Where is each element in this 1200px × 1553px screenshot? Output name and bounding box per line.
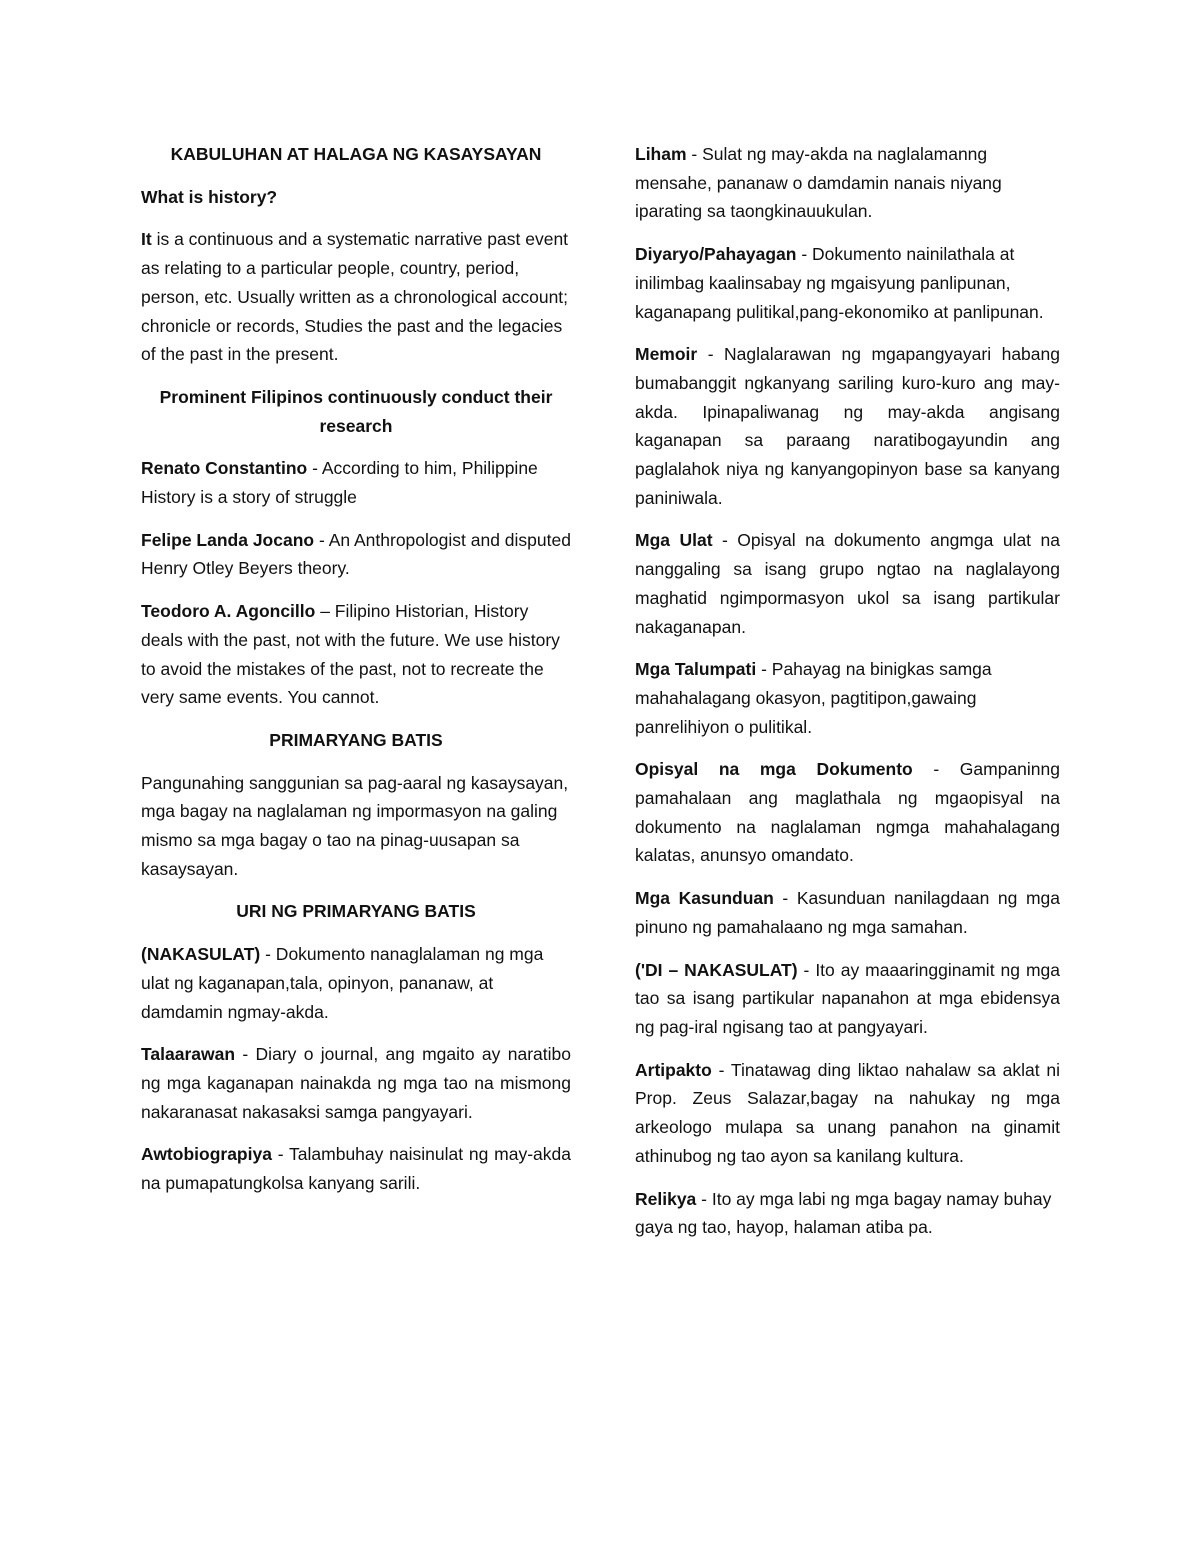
prominent-heading: Prominent Filipinos continuously conduct their research bbox=[159, 386, 553, 436]
term-entry bbox=[635, 755, 1060, 870]
term-label: Mga Talumpati bbox=[635, 659, 757, 680]
person-entry bbox=[141, 526, 571, 583]
term-entry bbox=[635, 240, 1060, 326]
term-entry bbox=[635, 1185, 1060, 1242]
term-desc: - Opisyal na dokumento angmga ulat na nanggaling sa isang grupo ngtao na naglalayong maghatid ngimpormasyon ukol sa isang partikular nakaganapan. bbox=[635, 530, 1060, 637]
primary-heading: PRIMARYANG BATIS bbox=[269, 729, 443, 750]
history-lead: It bbox=[141, 229, 152, 250]
person-desc: - According to him, Philippine History is a story of struggle bbox=[141, 458, 538, 508]
history-text: is a continuous and a systematic narrative past event as relating to a particular people, country, period, person, etc. Usually written as a chronological account; chronicle or records, Studies the past and the legacies of the past in the present. bbox=[141, 229, 569, 365]
term-label: Awtobiograpiya bbox=[141, 1144, 272, 1165]
term-label: Liham bbox=[635, 144, 687, 164]
term-desc: - Ito ay mga labi ng mga bagay namay buhay gaya ng tao, hayop, halaman atiba pa. bbox=[635, 1188, 1052, 1238]
term-desc: - Dokumento nanaglalaman ng mga ulat ng kaganapan,tala, opinyon, pananaw, at damdamin ngmay-akda. bbox=[141, 944, 544, 1022]
term-desc: - Tinatawag ding liktao nahalaw sa aklat ni Prop. Zeus Salazar,bagay na nahukay ng mga arkeologo mulapa sa unang panahon na ginamit athinubog ng tao ayon sa kanilang kultura. bbox=[635, 1059, 1060, 1166]
person-desc: - An Anthropologist and disputed Henry Otley Beyers theory. bbox=[141, 529, 571, 579]
term-desc: - Diary o journal, ang mgaito ay naratibo ng mga kaganapan nainakda ng mga tao na mismong nakaranasat nakasaksi samga pangyayari. bbox=[141, 1044, 571, 1122]
person-entry bbox=[141, 597, 571, 712]
term-desc: - Sulat ng may-akda na naglalamanng mensahe, pananaw o damdamin nanais niyang iparating sa taongkinauukulan. bbox=[635, 144, 1002, 222]
term-desc: - Talambuhay naisinulat ng may-akda na pumapatungkolsa kanyang sarili. bbox=[141, 1144, 571, 1194]
left-column bbox=[141, 140, 571, 1212]
term-label: Mga Ulat bbox=[635, 530, 713, 551]
term-entry bbox=[635, 526, 1060, 641]
term-desc: - Kasunduan nanilagdaan ng mga pinuno ng pamahalaano ng mga samahan. bbox=[635, 888, 1060, 937]
types-heading: URI NG PRIMARYANG BATIS bbox=[236, 901, 476, 922]
person-name: Teodoro A. Agoncillo bbox=[141, 601, 316, 622]
right-column bbox=[635, 140, 1060, 1256]
person-desc: – Filipino Historian, History deals with the past, not with the future. We use history to avoid the mistakes of the past, not to recreate the very same events. You cannot. bbox=[141, 601, 560, 708]
term-entry bbox=[635, 655, 1060, 741]
term-label: Artipakto bbox=[635, 1059, 712, 1080]
term-desc: - Gampaninng pamahalaan ang maglathala ng mgaopisyal na dokumento na naglalaman ngmga mahahalagang kalatas, anunsyo omandato. bbox=[635, 759, 1060, 866]
term-label: Opisyal na mga Dokumento bbox=[635, 759, 913, 780]
term-entry bbox=[635, 140, 1060, 226]
term-desc: - Naglalarawan ng mgapangyayari habang bumabanggit ngkanyang sariling kuro-kuro ang may-akda. Ipinapaliwanag ng may-akda angisang kaganapan sa paraang naratibogayundin ang paglalahok niya ng kanyangopinyon base sa kanyang paniniwala. bbox=[635, 344, 1060, 508]
person-entry bbox=[141, 454, 571, 511]
term-label: Relikya bbox=[635, 1188, 697, 1209]
term-entry bbox=[635, 1056, 1060, 1171]
term-entry bbox=[141, 940, 571, 1026]
document-title: KABULUHAN AT HALAGA NG KASAYSAYAN bbox=[170, 144, 542, 164]
term-label: Diyaryo/Pahayagan bbox=[635, 244, 797, 265]
primary-text: Pangunahing sanggunian sa pag-aaral ng kasaysayan, mga bagay na naglalaman ng impormasyon na galing mismo sa mga bagay o tao na pinag-uusapan sa kasaysayan. bbox=[141, 772, 569, 879]
term-entry bbox=[635, 884, 1060, 941]
history-question: What is history? bbox=[141, 186, 278, 207]
term-label: Talaarawan bbox=[141, 1044, 236, 1065]
term-entry bbox=[635, 340, 1060, 512]
term-desc: - Pahayag na binigkas samga mahahalagang okasyon, pagtitipon,gawaing panrelihiyon o pulitikal. bbox=[635, 659, 992, 737]
term-desc: - Dokumento nainilathala at inilimbag kaalinsabay ng mgaisyung panlipunan, kaganapang pulitikal,pang-ekonomiko at panlipunan. bbox=[635, 244, 1044, 322]
person-name: Felipe Landa Jocano bbox=[141, 529, 315, 550]
history-definition bbox=[141, 225, 571, 369]
term-entry bbox=[141, 1140, 571, 1197]
term-label: Memoir bbox=[635, 344, 698, 365]
term-label: Mga Kasunduan bbox=[635, 888, 774, 909]
term-entry bbox=[635, 956, 1060, 1042]
term-label: ('DI – NAKASULAT) bbox=[635, 959, 798, 980]
term-desc: - Ito ay maaaringginamit ng mga tao sa isang partikular napanahon at mga ebidensya ng pag-iral ngisang tao at pangyayari. bbox=[635, 959, 1060, 1037]
person-name: Renato Constantino bbox=[141, 458, 308, 479]
term-entry bbox=[141, 1040, 571, 1126]
term-label: (NAKASULAT) bbox=[141, 944, 261, 965]
